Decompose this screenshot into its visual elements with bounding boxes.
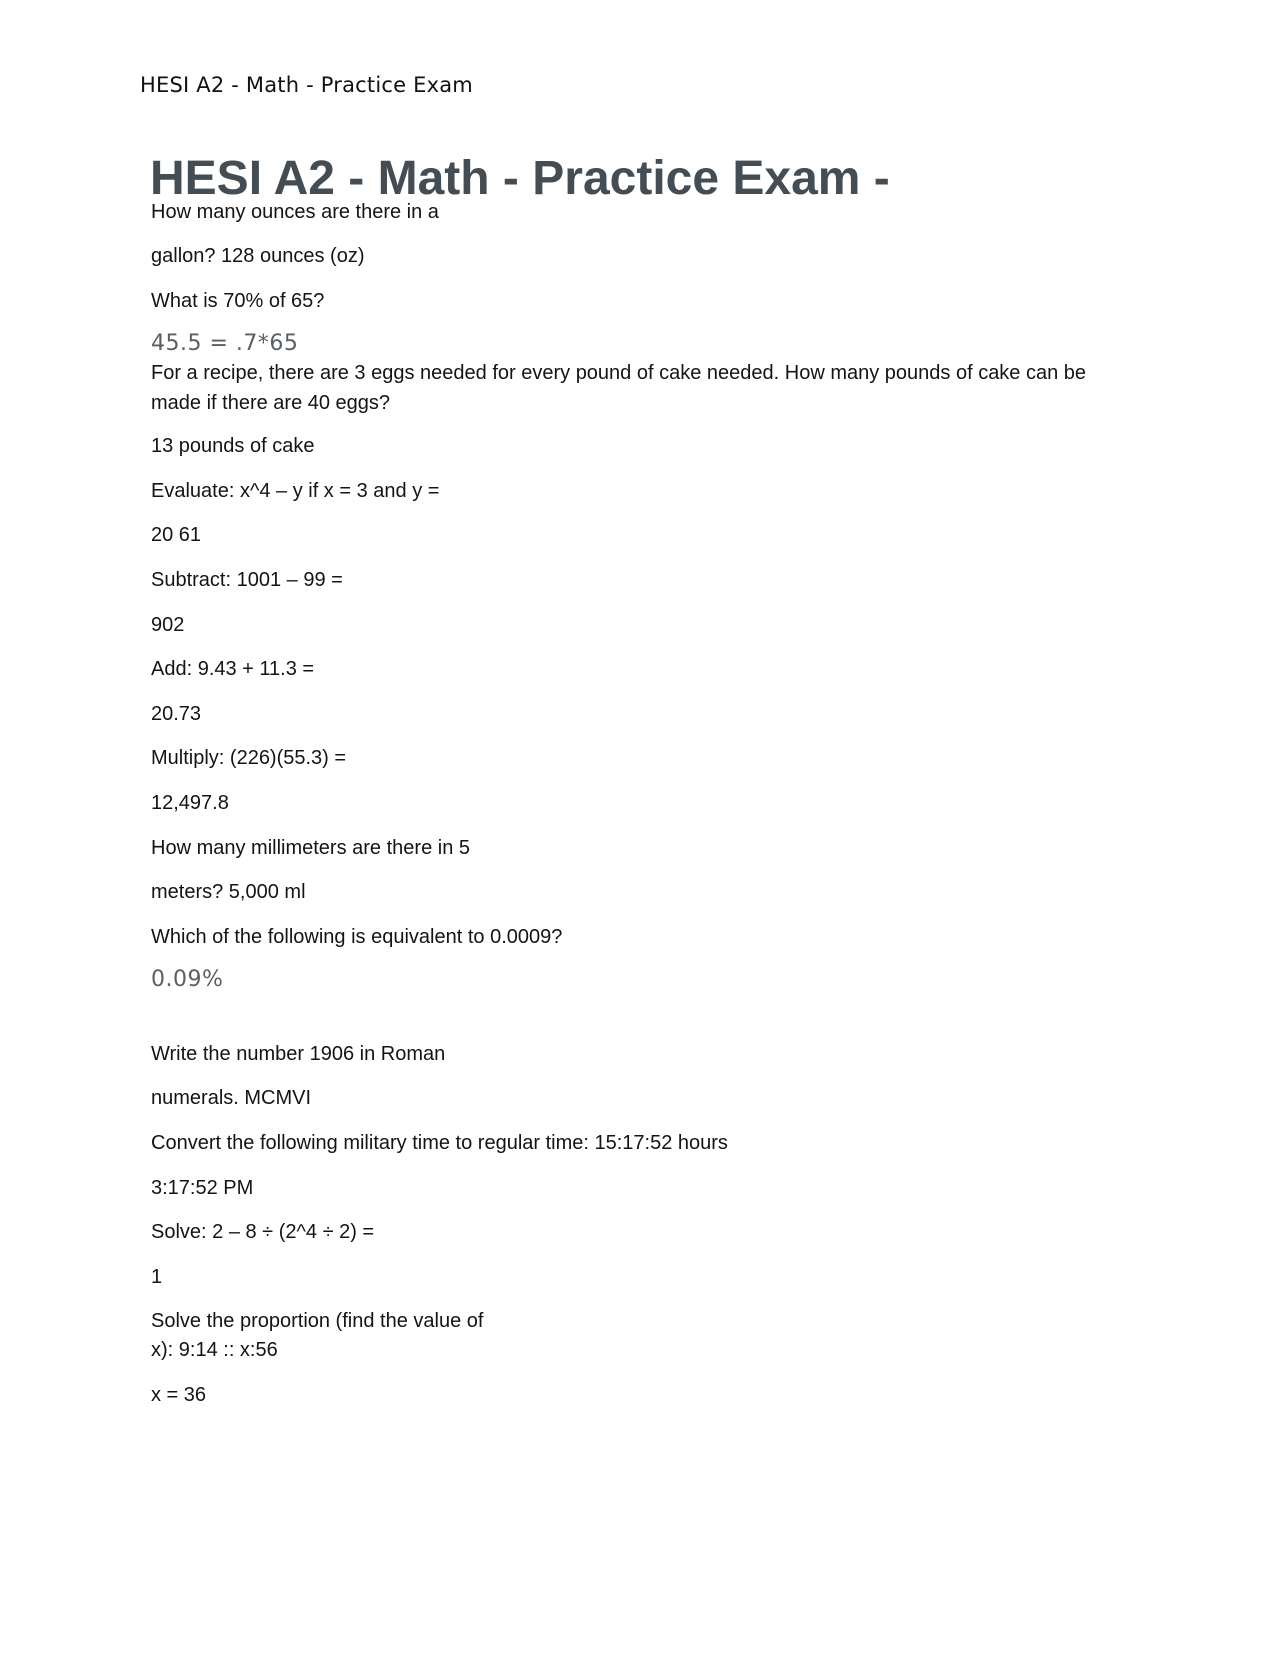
answer-multiply: 12,497.8 xyxy=(151,792,229,814)
answer-add: 20.73 xyxy=(151,703,202,725)
question-percent: What is 70% of 65? xyxy=(151,290,325,312)
question-millimeters-line1: How many millimeters are there in 5 xyxy=(151,837,470,859)
answer-equivalent: 0.09% xyxy=(151,967,224,992)
question-ounces-line2-answer: gallon? 128 ounces (oz) xyxy=(151,245,365,267)
question-recipe: For a recipe, there are 3 eggs needed for every pound of cake needed. How many pounds of cake can be made if there are 40 eggs? xyxy=(151,362,1087,414)
document-title: HESI A2 - Math - Practice Exam - xyxy=(150,152,890,205)
question-proportion-line2: x): 9:14 :: x:56 xyxy=(151,1339,278,1361)
question-ounces-line1: How many ounces are there in a xyxy=(151,201,439,223)
question-add: Add: 9.43 + 11.3 = xyxy=(151,658,315,680)
page-header: HESI A2 - Math - Practice Exam xyxy=(140,73,473,97)
question-military-time: Convert the following military time to regular time: 15:17:52 hours xyxy=(151,1132,728,1154)
question-subtract: Subtract: 1001 – 99 = xyxy=(151,569,343,591)
answer-percent: 45.5 = .7*65 xyxy=(151,331,299,356)
answer-proportion: x = 36 xyxy=(151,1384,207,1406)
question-solve: Solve: 2 – 8 ÷ (2^4 ÷ 2) = xyxy=(151,1221,375,1243)
question-roman-line2-answer: numerals. MCMVI xyxy=(151,1087,312,1109)
answer-solve: 1 xyxy=(151,1266,163,1288)
answer-subtract: 902 xyxy=(151,614,185,636)
question-equivalent: Which of the following is equivalent to 0.0009? xyxy=(151,926,563,948)
question-proportion-line1: Solve the proportion (find the value of xyxy=(151,1310,484,1332)
question-evaluate: Evaluate: x^4 – y if x = 3 and y = xyxy=(151,480,440,502)
question-roman-line1: Write the number 1906 in Roman xyxy=(151,1043,446,1065)
answer-military-time: 3:17:52 PM xyxy=(151,1177,254,1199)
answer-evaluate: 20 61 xyxy=(151,524,202,546)
answer-recipe: 13 pounds of cake xyxy=(151,435,315,457)
question-millimeters-line2-answer: meters? 5,000 ml xyxy=(151,881,306,903)
question-multiply: Multiply: (226)(55.3) = xyxy=(151,747,347,769)
